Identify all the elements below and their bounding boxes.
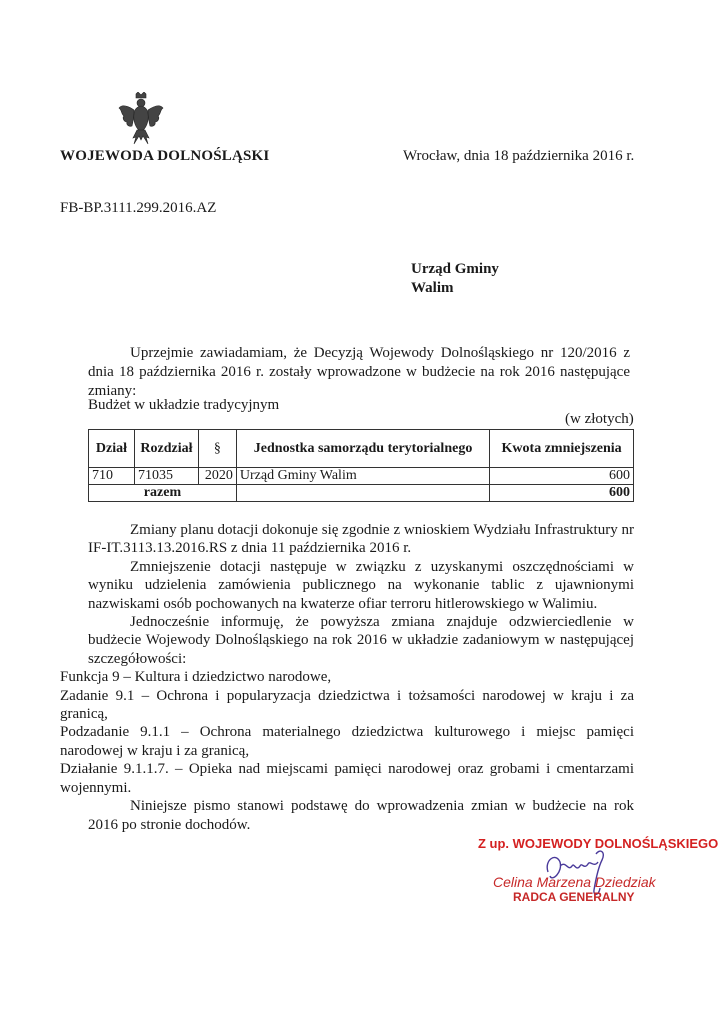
column-header-kwota: Kwota zmniejszenia (490, 430, 634, 468)
classification-function: Funkcja 9 – Kultura i dziedzictwo narodowe, (60, 669, 332, 686)
total-value: 600 (490, 485, 634, 502)
classification-task: Zadanie 9.1 – Ochrona i popularyzacja dziedzictwa i tożsamości narodowej w kraju i za granicą, (60, 687, 634, 723)
cell-rozdzial: 71035 (134, 468, 198, 485)
recipient-line-1: Urząd Gminy (411, 261, 499, 277)
total-empty-cell (236, 485, 489, 502)
budget-type-label: Budżet w układzie tradycyjnym (88, 397, 280, 413)
issuer-title: WOJEWODA DOLNOŚLĄSKI (60, 148, 270, 164)
cell-jednostka: Urząd Gminy Walim (236, 468, 489, 485)
column-header-jednostka: Jednostka samorządu terytorialnego (236, 430, 489, 468)
recipient-block (411, 260, 499, 298)
cell-paragraf: 2020 (198, 468, 236, 485)
cell-dzial: 710 (89, 468, 135, 485)
signatory-role: RADCA GENERALNY (513, 890, 635, 904)
column-header-dzial: Dział (89, 430, 135, 468)
intro-paragraph: Uprzejmie zawiadamiam, że Decyzją Wojewody Dolnośląskiego nr 120/2016 z dnia 18 października 2016 r. zostały wprowadzone w budżecie na rok 2016 następujące zmiany: (88, 345, 630, 399)
signature-authority-stamp: Z up. WOJEWODY DOLNOŚLĄSKIEGO (478, 836, 719, 851)
place-date: Wrocław, dnia 18 października 2016 r. (403, 148, 635, 164)
currency-unit-label: (w złotych) (565, 411, 634, 427)
classification-subtask: Podzadanie 9.1.1 – Ochrona materialnego dziedzictwa kulturowego i miejsc pamięci narodowej w kraju i za granicą, (60, 724, 634, 759)
signatory-name: Celina Marzena Dziedziak (493, 874, 656, 890)
column-header-rozdzial: Rozdział (134, 430, 198, 468)
reference-number: FB-BP.3111.299.2016.AZ (60, 200, 217, 216)
cell-kwota: 600 (490, 468, 634, 485)
classification-action: Działanie 9.1.1.7. – Opieka nad miejscami pamięci narodowej oraz grobami i cmentarzami wojennymi. (60, 761, 634, 796)
letter-body (60, 521, 634, 834)
table-row (89, 468, 634, 485)
eagle-emblem-icon (118, 92, 164, 146)
table-header-row (89, 430, 634, 468)
total-label: razem (89, 485, 237, 502)
recipient-line-2: Walim (411, 280, 454, 296)
body-paragraph-2: Zmniejszenie dotacji następuje w związku z uzyskanymi oszczędnościami w wyniku udzielenia zamówienia publicznego na wykonanie tablic z ujawnionymi nazwiskami osób pochowanych na kwaterze ofiar terroru hitlerowskiego w Walimiu. (88, 558, 634, 612)
column-header-paragraf: § (198, 430, 236, 468)
table-total-row (89, 485, 634, 502)
body-paragraph-3: Jednocześnie informuję, że powyższa zmiana znajduje odzwierciedlenie w budżecie Wojewody Dolnośląskiego na rok 2016 w układzie zadaniowym w następującej szczegółowości: (88, 614, 634, 667)
body-paragraph-4: Niniejsze pismo stanowi podstawę do wprowadzenia zmian w budżecie na rok 2016 po stronie dochodów. (88, 798, 634, 833)
budget-table (88, 429, 634, 502)
body-paragraph-1: Zmiany planu dotacji dokonuje się zgodnie z wnioskiem Wydziału Infrastruktury nr IF-IT.3113.13.2016.RS z dnia 11 października 2016 r. (88, 522, 634, 557)
